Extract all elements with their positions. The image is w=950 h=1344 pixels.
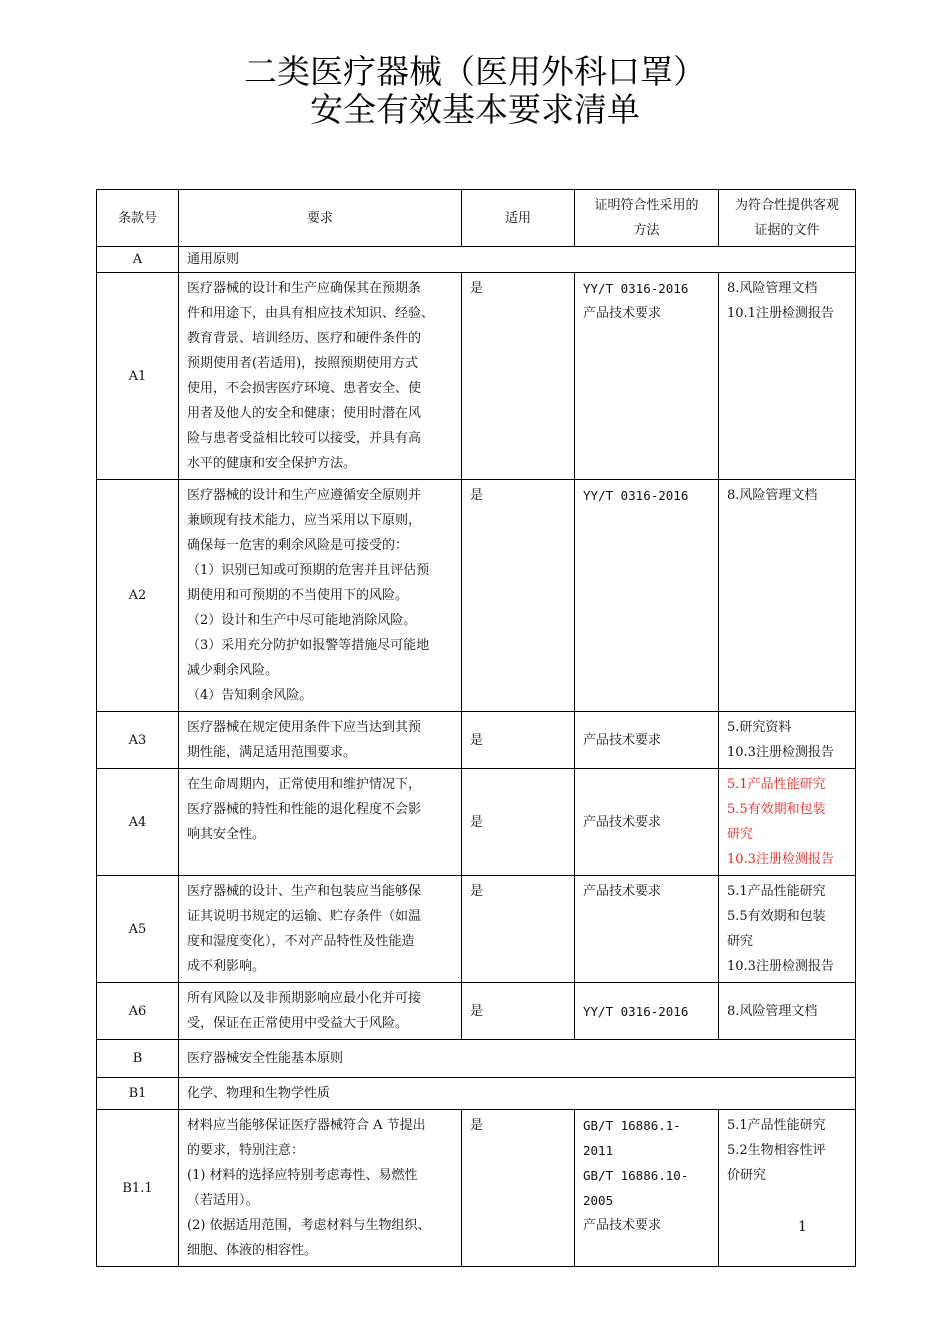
method-cell — [575, 876, 719, 983]
section-id: B — [97, 1040, 179, 1078]
evidence-line: 8.风险管理文档 — [727, 488, 818, 503]
requirement-line: 医疗器械的特性和性能的退化程度不会影 — [187, 802, 422, 817]
clause-id: B1.1 — [97, 1110, 179, 1267]
evidence-line: 10.3注册检测报告 — [727, 959, 834, 974]
header-evidence-line: 证据的文件 — [754, 223, 820, 238]
clause-id: A3 — [97, 712, 179, 769]
method-cell — [575, 273, 719, 480]
method-cell — [575, 712, 719, 769]
method-cell — [575, 769, 719, 876]
header-applicable: 适用 — [462, 190, 575, 247]
requirement-line: （2）设计和生产中尽可能地消除风险。 — [187, 613, 417, 628]
requirement-cell — [179, 769, 462, 876]
requirement-line: 证其说明书规定的运输、贮存条件（如温 — [187, 909, 422, 924]
method-line: 产品技术要求 — [583, 1218, 662, 1233]
requirement-line: 材料应当能够保证医疗器械符合 A 节提出 — [187, 1118, 426, 1133]
method-line: GB/T 16886.1-2011 — [583, 1118, 681, 1158]
applicable-cell: 是 — [462, 712, 575, 769]
requirement-line: 医疗器械在规定使用条件下应当达到其预 — [187, 720, 422, 735]
requirement-line: 度和湿度变化），不对产品特性及性能造 — [187, 934, 415, 949]
method-line: YY/T 0316-2016 — [583, 281, 689, 296]
table-row — [97, 480, 856, 712]
requirement-line: 医疗器械的设计和生产应确保其在预期条 — [187, 281, 422, 296]
method-line: 产品技术要求 — [583, 732, 662, 748]
method-cell — [575, 1110, 719, 1267]
evidence-line: 5.5有效期和包装 — [727, 802, 826, 817]
table-row — [97, 1110, 856, 1267]
method-line: GB/T 16886.10-2005 — [583, 1168, 689, 1208]
header-method-line: 方法 — [633, 223, 660, 238]
evidence-line: 5.1产品性能研究 — [727, 1118, 826, 1133]
applicable-cell: 是 — [462, 769, 575, 876]
table-row — [97, 983, 856, 1040]
evidence-line: 8.风险管理文档 — [727, 281, 818, 296]
requirement-line: 医疗器械的设计和生产应遵循安全原则并 — [187, 488, 422, 503]
evidence-cell — [719, 876, 856, 983]
requirement-cell — [179, 480, 462, 712]
requirements-table — [96, 189, 856, 1267]
requirement-cell — [179, 273, 462, 480]
clause-id: A4 — [97, 769, 179, 876]
requirement-line: 减少剩余风险。 — [187, 663, 279, 678]
method-line: 产品技术要求 — [583, 884, 662, 899]
requirement-cell — [179, 876, 462, 983]
document-title-line-1: 二类医疗器械（医用外科口罩） — [244, 52, 706, 91]
requirement-line: 成不利影响。 — [187, 959, 266, 974]
applicable-cell: 是 — [462, 876, 575, 983]
section-row — [97, 1078, 856, 1110]
requirement-line: （3）采用充分防护如报警等措施尽可能地 — [187, 638, 430, 653]
evidence-cell — [719, 712, 856, 769]
requirement-line: 受，保证在正常使用中受益大于风险。 — [187, 1016, 409, 1031]
requirement-line: （4）告知剩余风险。 — [187, 688, 313, 703]
requirement-line: 确保每一危害的剩余风险是可接受的： — [187, 538, 409, 553]
evidence-line: 研究 — [727, 827, 754, 842]
applicable-cell: 是 — [462, 1110, 575, 1267]
requirement-line: 医疗器械的设计、生产和包装应当能够保 — [187, 884, 422, 899]
evidence-line: 8.风险管理文档 — [727, 1003, 818, 1019]
document-title-line-2: 安全有效基本要求清单 — [310, 90, 640, 129]
table-row — [97, 769, 856, 876]
method-line: 产品技术要求 — [583, 306, 662, 321]
requirement-line: 细胞、体液的相容性。 — [187, 1243, 318, 1258]
evidence-line: 价研究 — [727, 1168, 767, 1183]
evidence-line: 5.研究资料 — [727, 720, 792, 735]
section-row — [97, 1040, 856, 1078]
method-line: YY/T 0316-2016 — [583, 1003, 689, 1019]
header-clause: 条款号 — [97, 190, 179, 247]
evidence-line: 5.2生物相容性评 — [727, 1143, 826, 1158]
method-cell — [575, 480, 719, 712]
requirement-line: 教育背景、培训经历、医疗和硬件条件的 — [187, 331, 422, 346]
header-requirement: 要求 — [179, 190, 462, 247]
applicable-cell: 是 — [462, 983, 575, 1040]
requirement-line: 险与患者受益相比较可以接受，并具有高 — [187, 431, 422, 446]
evidence-line: 10.3注册检测报告 — [727, 745, 834, 760]
requirement-line: 所有风险以及非预期影响应最小化并可接 — [187, 991, 422, 1006]
requirement-line: 期性能，满足适用范围要求。 — [187, 745, 357, 760]
requirement-line: 水平的健康和安全保护方法。 — [187, 456, 357, 471]
evidence-line: 5.5有效期和包装 — [727, 909, 826, 924]
header-evidence-line: 为符合性提供客观 — [734, 198, 839, 213]
requirement-cell — [179, 1110, 462, 1267]
requirement-line: 期使用和可预期的不当使用下的风险。 — [187, 588, 409, 603]
method-line: 产品技术要求 — [583, 814, 662, 830]
requirement-line: 响其安全性。 — [187, 827, 266, 842]
requirement-line: 在生命周期内，正常使用和维护情况下， — [187, 777, 422, 792]
requirement-line: 用者及他人的安全和健康；使用时潜在风 — [187, 406, 422, 421]
table-row — [97, 712, 856, 769]
requirement-line: 件和用途下，由具有相应技术知识、经验、 — [187, 306, 435, 321]
requirement-line: 使用，不会损害医疗环境、患者安全、使 — [187, 381, 422, 396]
evidence-line: 5.1产品性能研究 — [727, 884, 826, 899]
requirement-line: (2) 依据适用范围，考虑材料与生物组织、 — [187, 1218, 431, 1233]
applicable-cell: 是 — [462, 480, 575, 712]
header-method — [575, 190, 719, 247]
evidence-cell — [719, 1110, 856, 1267]
requirement-line: (1) 材料的选择应特别考虑毒性、易燃性 — [187, 1168, 418, 1183]
table-row — [97, 876, 856, 983]
section-title: 通用原则 — [179, 247, 856, 273]
requirement-cell — [179, 983, 462, 1040]
section-id: A — [97, 247, 179, 273]
requirement-line: 兼顾现有技术能力，应当采用以下原则， — [187, 513, 422, 528]
method-line: YY/T 0316-2016 — [583, 488, 689, 503]
requirement-line: 的要求，特别注意： — [187, 1143, 305, 1158]
section-id: B1 — [97, 1078, 179, 1110]
table-header-row — [97, 190, 856, 247]
section-row — [97, 247, 856, 273]
applicable-cell: 是 — [462, 273, 575, 480]
clause-id: A5 — [97, 876, 179, 983]
requirement-line: （1）识别已知或可预期的危害并且评估预 — [187, 563, 430, 578]
section-title: 医疗器械安全性能基本原则 — [179, 1040, 856, 1078]
clause-id: A1 — [97, 273, 179, 480]
evidence-cell — [719, 273, 856, 480]
method-cell — [575, 983, 719, 1040]
evidence-line: 10.1注册检测报告 — [727, 306, 834, 321]
clause-id: A2 — [97, 480, 179, 712]
header-evidence — [719, 190, 856, 247]
header-method-line: 证明符合性采用的 — [594, 198, 699, 213]
section-title: 化学、物理和生物学性质 — [179, 1078, 856, 1110]
page-number: 1 — [798, 1219, 807, 1235]
clause-id: A6 — [97, 983, 179, 1040]
table-row — [97, 273, 856, 480]
requirement-line: 预期使用者(若适用)，按照预期使用方式 — [187, 356, 419, 371]
evidence-cell — [719, 480, 856, 712]
requirement-line: （若适用）。 — [187, 1193, 259, 1208]
evidence-line: 10.3注册检测报告 — [727, 852, 834, 867]
requirement-cell — [179, 712, 462, 769]
evidence-cell — [719, 983, 856, 1040]
evidence-line: 5.1产品性能研究 — [727, 777, 826, 792]
evidence-cell — [719, 769, 856, 876]
evidence-line: 研究 — [727, 934, 754, 949]
